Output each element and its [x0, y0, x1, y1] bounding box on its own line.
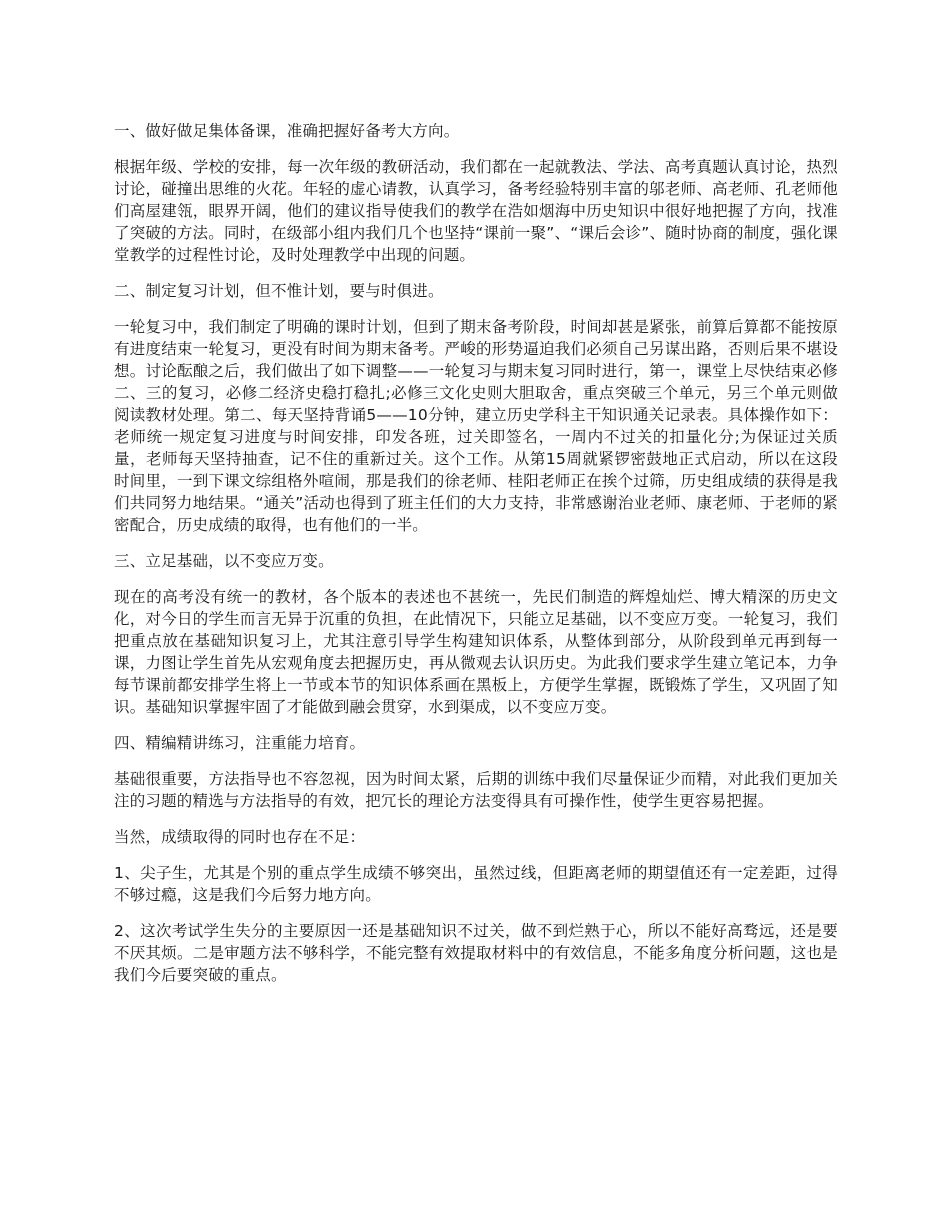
section-heading-4: 四、精编精讲练习，注重能力培育。 [114, 734, 366, 752]
section-4-paragraph-2: 当然，成绩取得的同时也存在不足： [114, 828, 366, 846]
section-4-paragraph-1: 基础很重要，方法指导也不容忽视，因为时间太紧，后期的训练中我们尽量保证少而精，对此我们更加关注的习题的精选与方法指导的有效，把冗长的理论方法变得具有可操作性，使学生更容易把握。 [114, 770, 838, 810]
section-heading-2: 二、制定复习计划，但不惟计划，要与时俱进。 [114, 282, 444, 300]
section-4-paragraph-3: 1、尖子生，尤其是个别的重点学生成绩不够突出，虽然过线，但距离老师的期望值还有一定差距，过得不够过瘾，这是我们今后努力地方向。 [114, 864, 838, 904]
section-heading-1: 一、做好做足集体备课，准确把握好备考大方向。 [114, 122, 460, 140]
document-page [114, 120, 838, 1000]
section-4-paragraph-4: 2、这次考试学生失分的主要原因一还是基础知识不过关，做不到烂熟于心，所以不能好高骛远，还是要不厌其烦。二是审题方法不够科学，不能完整有效提取材料中的有效信息，不能多角度分析问题，这也是我们今后要突破的重点。 [114, 922, 838, 984]
section-1-paragraph-1: 根据年级、学校的安排，每一次年级的教研活动，我们都在一起就教法、学法、高考真题认真讨论，热烈讨论，碰撞出思维的火花。年轻的虚心请教，认真学习，备考经验特别丰富的邬老师、高老师、孔老师他们高屋建瓴，眼界开阔，他们的建议指导使我们的教学在浩如烟海中历史知识中很好地把握了方向，找准了突破的方法。同时，在级部小组内我们几个也坚持“课前一聚”、“课后会诊”、随时协商的制度，强化课堂教学的过程性讨论，及时处理教学中出现的问题。 [114, 158, 838, 264]
section-3-paragraph-1: 现在的高考没有统一的教材，各个版本的表述也不甚统一，先民们制造的辉煌灿烂、博大精深的历史文化，对今日的学生而言无异于沉重的负担，在此情况下，只能立足基础，以不变应万变。一轮复习，我们把重点放在基础知识复习上，尤其注意引导学生构建知识体系，从整体到部分，从阶段到单元再到每一课，力图让学生首先从宏观角度去把握历史，再从微观去认识历史。为此我们要求学生建立笔记本，力争每节课前都安排学生将上一节或本节的知识体系画在黑板上，方便学生掌握，既锻炼了学生，又巩固了知识。基础知识掌握牢固了才能做到融会贯穿，水到渠成，以不变应万变。 [114, 588, 838, 716]
section-heading-3: 三、立足基础，以不变应万变。 [114, 552, 334, 570]
section-2-paragraph-1: 一轮复习中，我们制定了明确的课时计划，但到了期末备考阶段，时间却甚是紧张，前算后算都不能按原有进度结束一轮复习，更没有时间为期末备考。严峻的形势逼迫我们必须自己另谋出路，否则后果不堪设想。讨论酝酿之后，我们做出了如下调整——一轮复习与期末复习同时进行，第一，课堂上尽快结束必修二、三的复习，必修二经济史稳打稳扎;必修三文化史则大胆取舍，重点突破三个单元，另三个单元则做阅读教材处理。第二、每天坚持背诵5——10分钟，建立历史学科主干知识通关记录表。具体操作如下：老师统一规定复习进度与时间安排，印发各班，过关即签名，一周内不过关的扣量化分;为保证过关质量，老师每天坚持抽查，记不住的重新过关。这个工作。从第15周就紧锣密鼓地正式启动，所以在这段时间里，一到下课文综组格外喧闹，那是我们的徐老师、桂阳老师正在挨个过筛，历史组成绩的获得是我们共同努力地结果。“通关”活动也得到了班主任们的大力支持，非常感谢治业老师、康老师、于老师的紧密配合，历史成绩的取得，也有他们的一半。 [114, 318, 838, 534]
